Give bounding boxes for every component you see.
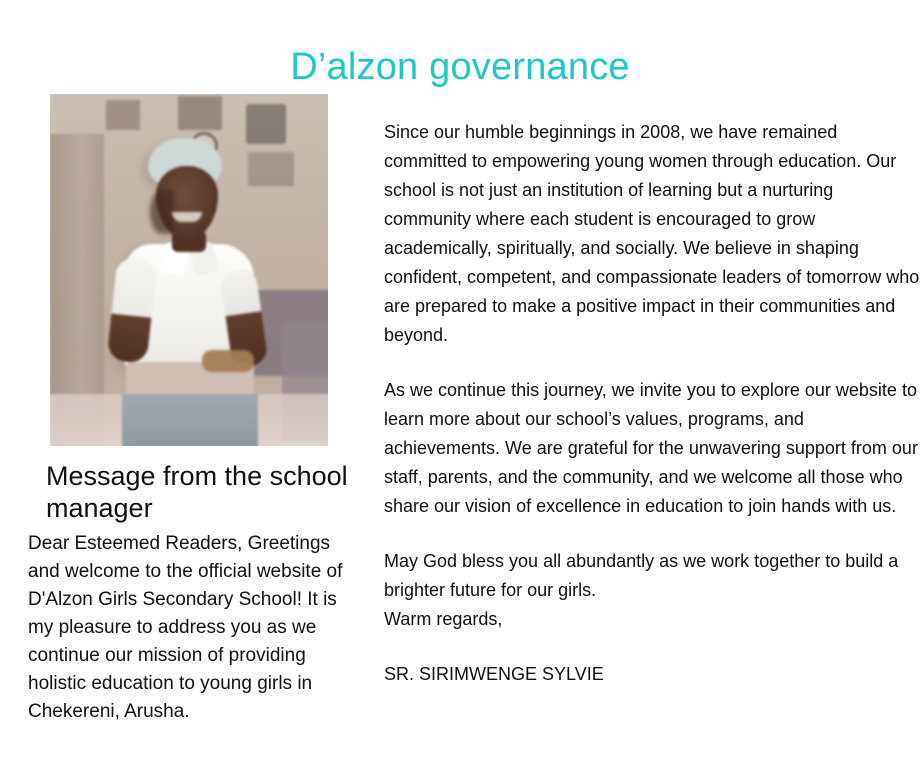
body-paragraph-1: Since our humble beginnings in 2008, we have remained committed to empowering young women through education. Our school is not just an institution of learning but a nurturing community where each student is encouraged to grow academically, spiritually, and socially. We believe in shaping confident, competent, and compassionate leaders of tomorrow who are prepared to make a positive impact in their communities and beyond. (384, 122, 920, 345)
right-column (384, 118, 920, 689)
photo-background (50, 94, 328, 446)
school-manager-photo (50, 94, 328, 446)
signature: SR. SIRIMWENGE SYLVIE (384, 664, 604, 684)
page-title: D’alzon governance (290, 46, 630, 89)
body-paragraph-2: As we continue this journey, we invite you to explore our website to learn more about our school’s values, programs, and achievements. We are grateful for the unwavering support from our staff, parents, and the community, and we welcome all those who share our vision of excellence in education to join hands with us. (384, 380, 918, 516)
left-column-body: Dear Esteemed Readers, Greetings and welcome to the official website of D'Alzon Girls Secondary School! It is my pleasure to address you as we continue our mission of providing holistic education to young girls in Chekereni, Arusha. (28, 533, 343, 722)
body-paragraph-4: Warm regards, (384, 609, 503, 629)
body-paragraph-3: May God bless you all abundantly as we work together to build a brighter future for our girls. (384, 551, 899, 600)
left-column-heading: Message from the school manager (46, 461, 348, 523)
left-column (28, 94, 368, 726)
photo-blur-overlay (50, 94, 328, 446)
